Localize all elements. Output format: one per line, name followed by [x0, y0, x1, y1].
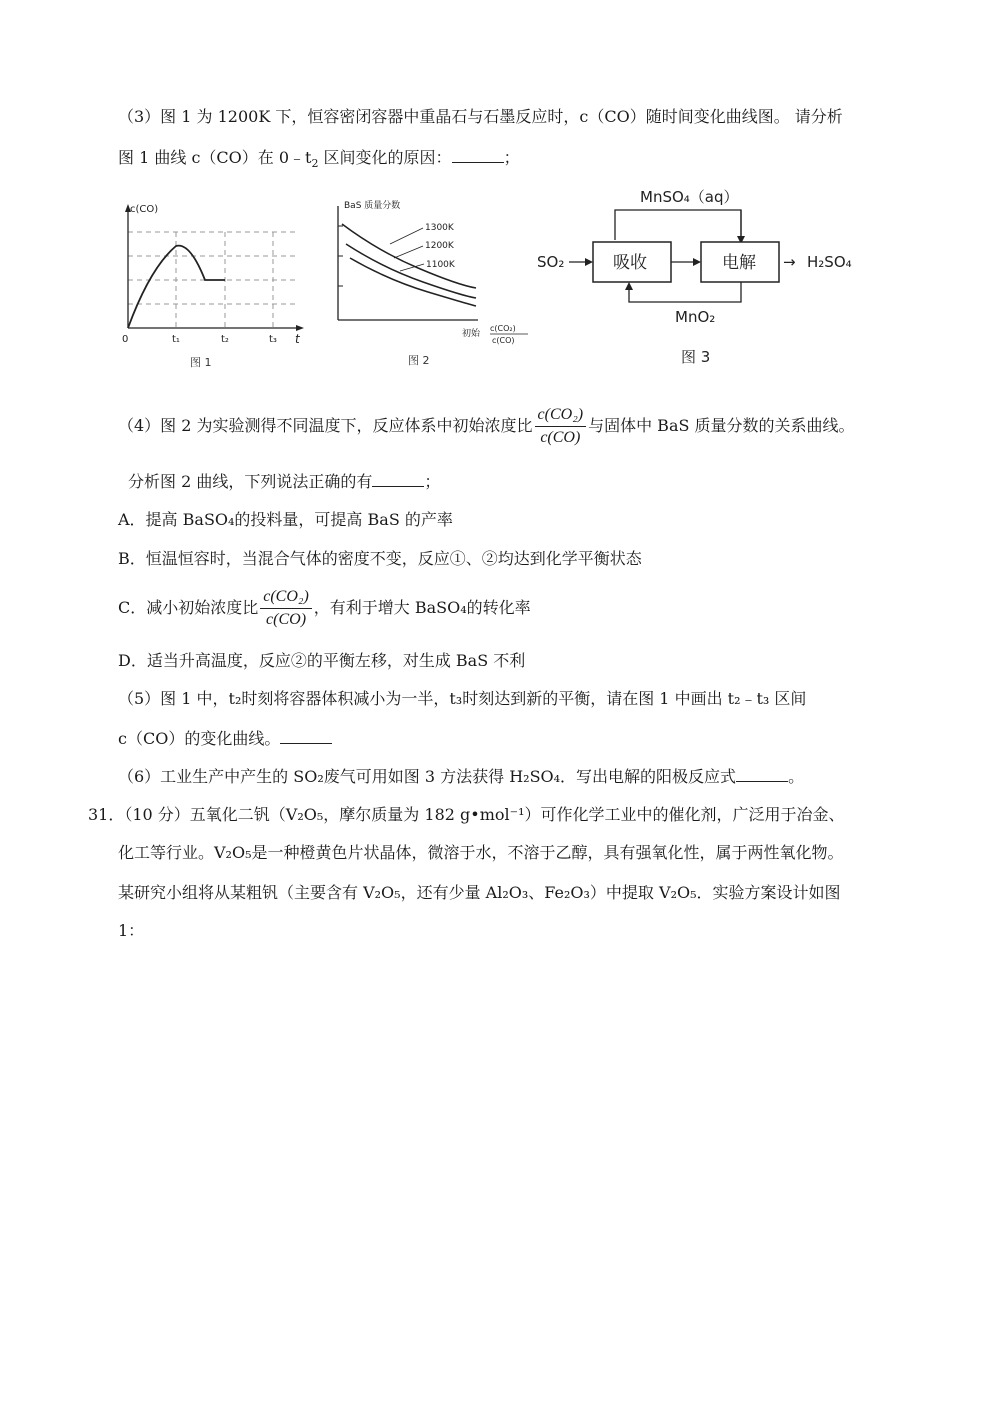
fig3-caption: 图 3 [681, 348, 711, 366]
fig1-caption: 图 1 [190, 356, 212, 369]
q31-line2: 化工等行业。V₂O₅是一种橙黄色片状晶体，微溶于水，不溶于乙醇，具有强氧化性，属于两性氧化物。 [118, 843, 844, 862]
fig3-output-arrow: → [783, 253, 796, 271]
figure-3 [535, 180, 875, 370]
fig1-ylabel: c(CO) [130, 204, 159, 215]
option-c: C．减小初始浓度比 $\frac{\text{c(CO₂)}}{c(CO)}$ ，有利于增大 BaSO₄的转化率 [118, 584, 531, 632]
option-d: D．适当升高温度，反应②的平衡左移，对生成 BaS 不利 [118, 651, 526, 670]
q6-line: （6）工业生产中产生的 SO₂废气可用如图 3 方法获得 H₂SO₄．写出电解的阳极反应式 。 [118, 767, 805, 786]
box2-label: 电解 [722, 253, 756, 273]
fig1-xaxis: t [295, 332, 300, 346]
fig2-caption: 图 2 [408, 354, 430, 367]
fig2-title: BaS 质量分数 [344, 201, 401, 211]
figure-2 [328, 196, 533, 374]
option-a: A．提高 BaSO₄的投料量，可提高 BaS 的产率 [118, 510, 453, 529]
q31-line4: 1： [118, 921, 145, 940]
ratio-fraction-c: $\frac{\text{c(CO₂)}}{c(CO)}$ [260, 586, 312, 631]
fig1-origin: 0 [122, 334, 129, 345]
curve-1200k [346, 244, 476, 298]
fig1-t2: t₂ [221, 334, 229, 345]
q3-line1: （3）图 1 为 1200K 下，恒容密闭容器中重晶石与石墨反应时，c（CO）随时间变化曲线图。 请分析 [118, 107, 843, 126]
q31-line3: 某研究小组将从某粗钒（主要含有 V₂O₅，还有少量 Al₂O₃、Fe₂O₃）中提取 V₂O₅．实验方案设计如图 [118, 883, 841, 902]
fig3-output: H₂SO₄ [807, 253, 852, 271]
fig1-t3: t₃ [269, 334, 277, 345]
fig2-label-1200k: 1200K [425, 241, 454, 251]
fig3-top-label: MnSO₄（aq） [640, 188, 739, 206]
q5-line2: c（CO）的变化曲线。 [118, 728, 332, 750]
option-b: B．恒温恒容时，当混合气体的密度不变，反应①、②均达到化学平衡状态 [118, 549, 642, 568]
figure-1 [110, 198, 310, 373]
fig1-t1: t₁ [172, 334, 180, 345]
curve-1300k [342, 224, 476, 288]
answer-blank-q3[interactable] [452, 148, 504, 163]
q3-line2: 图 1 曲线 c（CO）在 $0﹣t_2$ 区间变化的原因： ； [118, 148, 520, 171]
q4-line1: （4）图 2 为实验测得不同温度下，反应体系中初始浓度比 $\frac{\text{c(CO₂)}}{c(CO)}$ 与固体中 BaS 质量分数的关系曲线。 [118, 402, 855, 450]
answer-blank-q4[interactable] [372, 472, 424, 487]
fig2-xlabel-den: c(CO) [492, 336, 515, 345]
fig2-xlabel-num: c(CO₂) [490, 324, 516, 333]
fig3-input: SO₂ [537, 253, 565, 271]
ratio-fraction: $\frac{\text{c(CO₂)}}{c(CO)}$ [535, 404, 587, 449]
q31-line1: 31．（10 分）五氧化二钒（V₂O₅，摩尔质量为 182 g•mol⁻¹）可作化学工业中的催化剂，广泛用于冶金、 [88, 805, 845, 824]
fig2-xlabel-pre: 初始 [462, 329, 481, 339]
fig2-label-1300k: 1300K [425, 223, 454, 233]
q5-line1: （5）图 1 中，t₂时刻将容器体积减小为一半，t₃时刻达到新的平衡，请在图 1 中画出 t₂﹣t₃ 区间 [118, 689, 807, 708]
q4-line2: 分析图 2 曲线，下列说法正确的有 ； [128, 472, 441, 491]
fig3-bottom-label: MnO₂ [675, 308, 716, 326]
fig2-label-1100k: 1100K [426, 260, 455, 270]
answer-blank-q6[interactable] [736, 767, 788, 782]
answer-blank-q5[interactable] [280, 729, 332, 744]
box1-label: 吸收 [613, 253, 647, 273]
